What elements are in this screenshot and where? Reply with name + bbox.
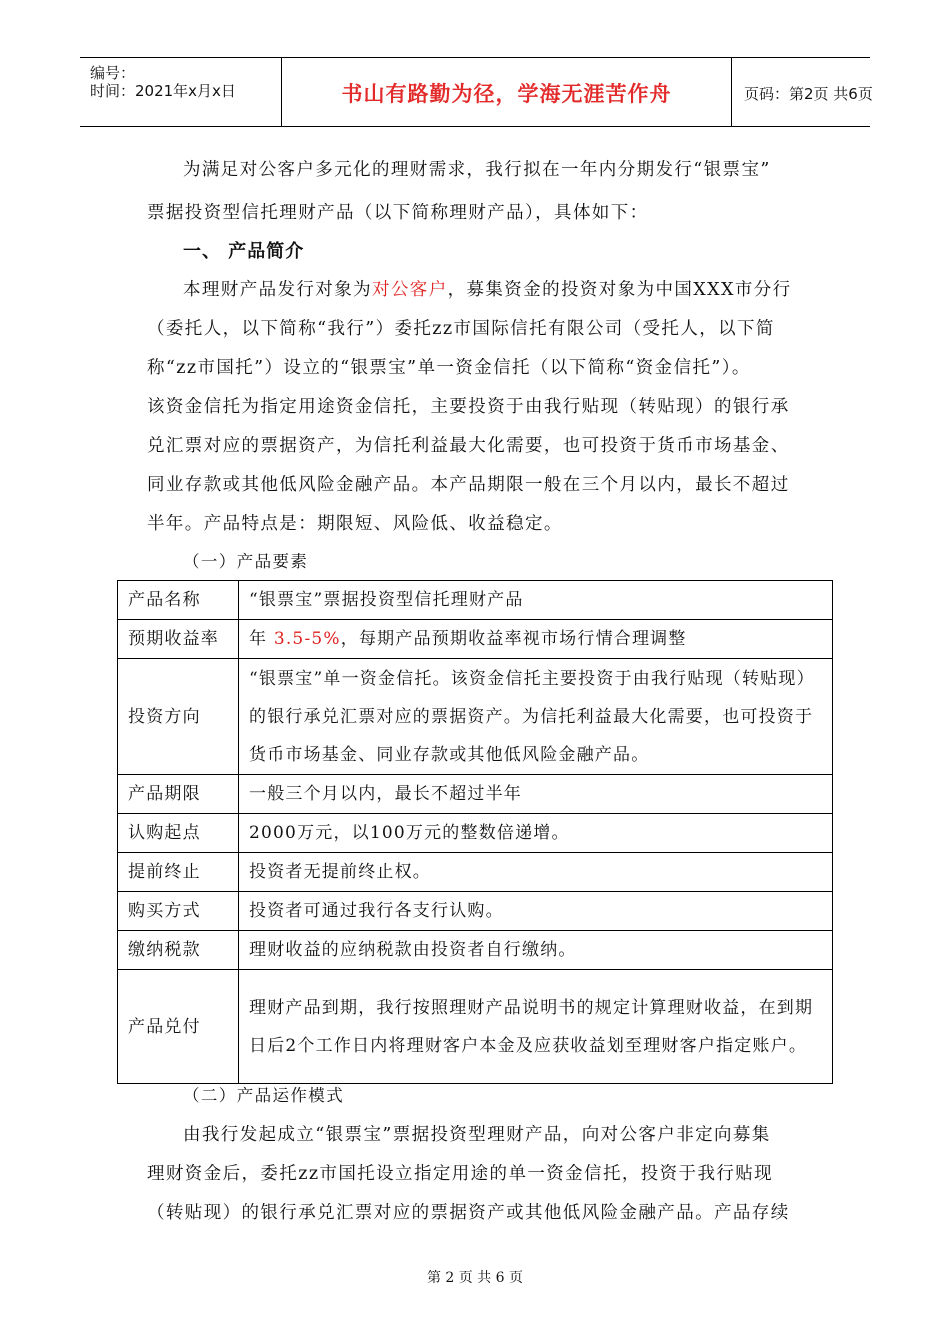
page-footer: 第 2 页 共 6 页 — [426, 1270, 524, 1286]
table-value: 投资者无提前终止权。 — [239, 853, 833, 892]
table-key: 产品兑付 — [118, 970, 239, 1084]
table-row — [118, 620, 833, 659]
body-line: 该资金信托为指定用途资金信托，主要投资于由我行贴现（转贴现）的银行承 — [147, 397, 790, 417]
table-value: “银票宝”单一资金信托。该资金信托主要投资于由我行贴现（转贴现）的银行承兑汇票对应的票据资产。为信托利益最大化需要，也可投资于货币市场基金、同业存款或其他低风险金融产品。 — [239, 659, 833, 775]
section-heading: 一、 产品简介 — [183, 241, 305, 262]
header-meta — [80, 58, 282, 126]
yield-rate: 3.5-5% — [273, 629, 341, 649]
table-row — [118, 892, 833, 931]
table-value — [239, 620, 833, 659]
table-value: 一般三个月以内，最长不超过半年 — [239, 775, 833, 814]
document-time-label: 时间：2021年x月x日 — [90, 82, 236, 100]
table-row — [118, 659, 833, 775]
table-key: 认购起点 — [118, 814, 239, 853]
header-page-cell — [732, 58, 873, 126]
subsection-heading: （二）产品运作模式 — [183, 1086, 345, 1105]
table-value: 理财产品到期，我行按照理财产品说明书的规定计算理财收益，在到期日后2个工作日内将理财客户本金及应获收益划至理财客户指定账户。 — [239, 970, 833, 1084]
body-line: 同业存款或其他低风险金融产品。本产品期限一般在三个月以内，最长不超过 — [147, 475, 790, 495]
table-key: 产品期限 — [118, 775, 239, 814]
highlight-text: 对公客户 — [372, 280, 448, 300]
body-line: （转贴现）的银行承兑汇票对应的票据资产或其他低风险金融产品。产品存续 — [147, 1203, 790, 1223]
table-value-text: ，每期产品预期收益率视市场行情合理调整 — [340, 629, 687, 649]
body-line: 半年。产品特点是：期限短、风险低、收益稳定。 — [147, 514, 563, 534]
body-line: 称“zz市国托”）设立的“银票宝”单一资金信托（以下简称“资金信托”）。 — [147, 358, 751, 378]
table-row — [118, 814, 833, 853]
body-line — [183, 276, 792, 301]
body-line: 理财资金后，委托zz市国托设立指定用途的单一资金信托，投资于我行贴现 — [147, 1164, 774, 1184]
table-value: 投资者可通过我行各支行认购。 — [239, 892, 833, 931]
table-row — [118, 581, 833, 620]
subsection-heading: （一）产品要素 — [183, 552, 309, 571]
table-key: 产品名称 — [118, 581, 239, 620]
page-header — [80, 57, 873, 127]
intro-line: 为满足对公客户多元化的理财需求，我行拟在一年内分期发行“银票宝” — [183, 160, 771, 180]
body-text: 本理财产品发行对象为 — [183, 280, 372, 300]
table-key: 投资方向 — [118, 659, 239, 775]
table-value: 2000万元，以100万元的整数倍递增。 — [239, 814, 833, 853]
document-number-label: 编号： — [90, 64, 136, 82]
table-key: 缴纳税款 — [118, 931, 239, 970]
body-line: 兑汇票对应的票据资产，为信托利益最大化需要，也可投资于货币市场基金、 — [147, 436, 790, 456]
table-value: “银票宝”票据投资型信托理财产品 — [239, 581, 833, 620]
table-key: 预期收益率 — [118, 620, 239, 659]
body-line: （委托人，以下简称“我行”）委托zz市国际信托有限公司（受托人，以下简 — [147, 319, 775, 339]
table-key: 提前终止 — [118, 853, 239, 892]
table-value: 理财收益的应纳税款由投资者自行缴纳。 — [239, 931, 833, 970]
table-row — [118, 931, 833, 970]
table-key: 购买方式 — [118, 892, 239, 931]
body-text: ，募集资金的投资对象为中国XXX市分行 — [447, 280, 792, 300]
header-motto-cell — [282, 58, 732, 126]
table-row — [118, 853, 833, 892]
header-motto: 书山有路勤为径，学海无涯苦作舟 — [341, 82, 672, 106]
header-page-code: 页码：第2页 共6页 — [744, 85, 873, 103]
product-elements-table — [117, 580, 833, 1084]
table-row — [118, 775, 833, 814]
intro-line: 票据投资型信托理财产品（以下简称理财产品），具体如下： — [147, 203, 649, 223]
table-row — [118, 970, 833, 1084]
table-value-text: 年 — [249, 629, 268, 649]
body-line: 由我行发起成立“银票宝”票据投资型理财产品，向对公客户非定向募集 — [183, 1125, 771, 1145]
